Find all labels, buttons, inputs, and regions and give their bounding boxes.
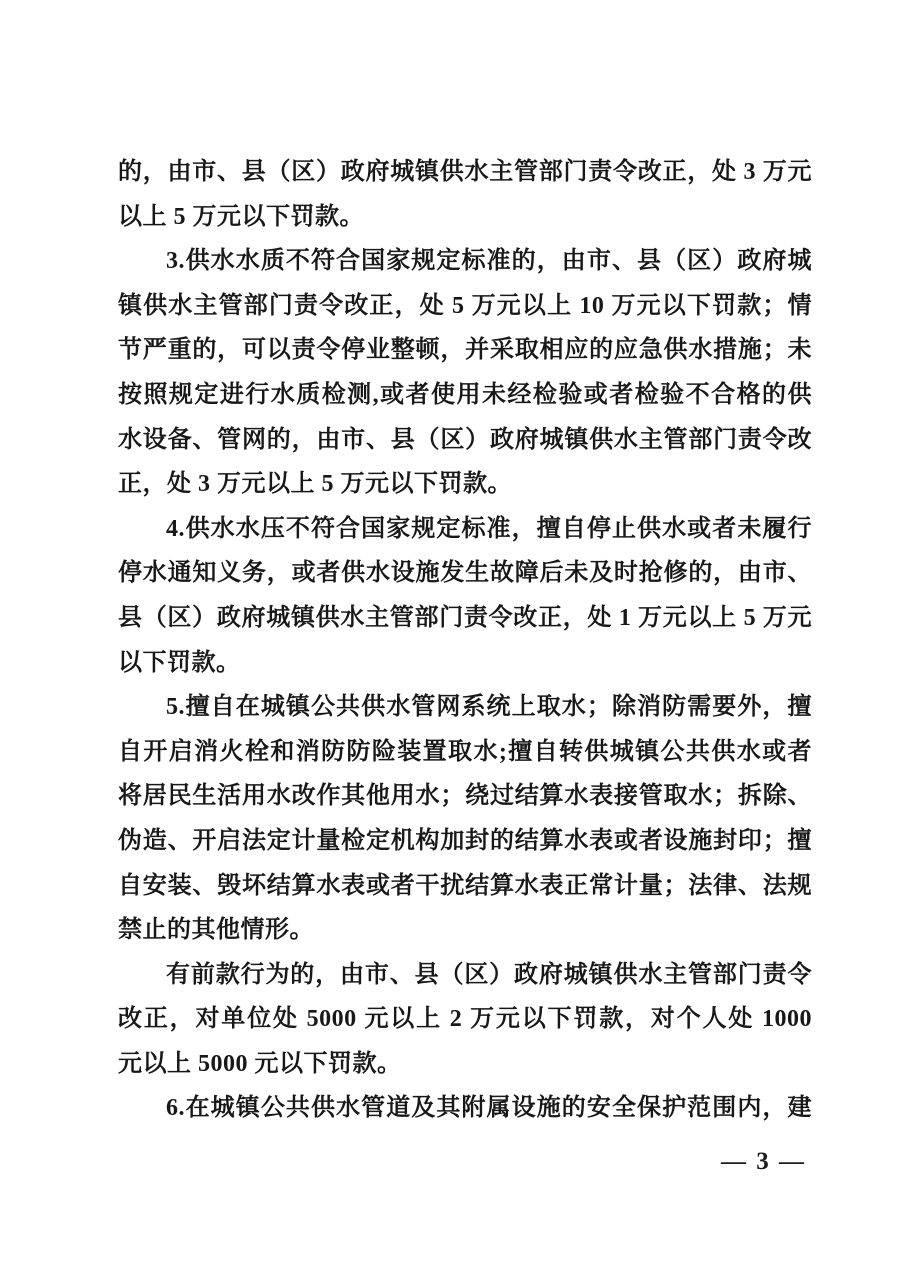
- text-line: 镇供水主管部门责令改正，处 5 万元以上 10 万元以下罚款；情: [118, 292, 812, 319]
- document-text-block: [118, 150, 812, 1131]
- text-line: 按照规定进行水质检测,或者使用未经检验或者检验不合格的供: [118, 381, 812, 408]
- text-line: 元以上 5000 元以下罚款。: [118, 1050, 402, 1077]
- text-line: 以上 5 万元以下罚款。: [118, 203, 364, 230]
- text-line: 4.供水水压不符合国家规定标准，擅自停止供水或者未履行: [166, 515, 812, 542]
- text-line: 正，处 3 万元以上 5 万元以下罚款。: [118, 471, 512, 498]
- text-line: 停水通知义务，或者供水设施发生故障后未及时抢修的，由市、: [118, 560, 812, 587]
- text-line: 节严重的，可以责令停业整顿，并采取相应的应急供水措施；未: [118, 337, 812, 364]
- text-line: 将居民生活用水改作其他用水；绕过结算水表接管取水；拆除、: [118, 783, 812, 810]
- text-line: 水设备、管网的，由市、县（区）政府城镇供水主管部门责令改: [118, 426, 812, 453]
- text-line: 自开启消火栓和消防防险装置取水;擅自转供城镇公共供水或者: [118, 738, 812, 765]
- text-line: 的，由市、县（区）政府城镇供水主管部门责令改正，处 3 万元: [118, 159, 812, 185]
- text-line: 6.在城镇公共供水管道及其附属设施的安全保护范围内，建: [166, 1095, 812, 1122]
- text-line: 禁止的其他情形。: [118, 917, 314, 944]
- page-number: — 3 —: [721, 1148, 806, 1175]
- text-line: 伪造、开启法定计量检定机构加封的结算水表或者设施封印；擅: [118, 827, 812, 854]
- text-line: 5.擅自在城镇公共供水管网系统上取水；除消防需要外，擅: [166, 694, 812, 721]
- text-line: 有前款行为的，由市、县（区）政府城镇供水主管部门责令: [166, 961, 812, 988]
- text-line: 县（区）政府城镇供水主管部门责令改正，处 1 万元以上 5 万元: [118, 604, 812, 631]
- text-line: 改正，对单位处 5000 元以上 2 万元以下罚款，对个人处 1000: [118, 1006, 812, 1033]
- text-line: 3.供水水质不符合国家规定标准的，由市、县（区）政府城: [166, 248, 812, 275]
- text-line: 以下罚款。: [118, 649, 241, 676]
- text-line: 自安装、毁坏结算水表或者干扰结算水表正常计量；法律、法规: [118, 872, 812, 899]
